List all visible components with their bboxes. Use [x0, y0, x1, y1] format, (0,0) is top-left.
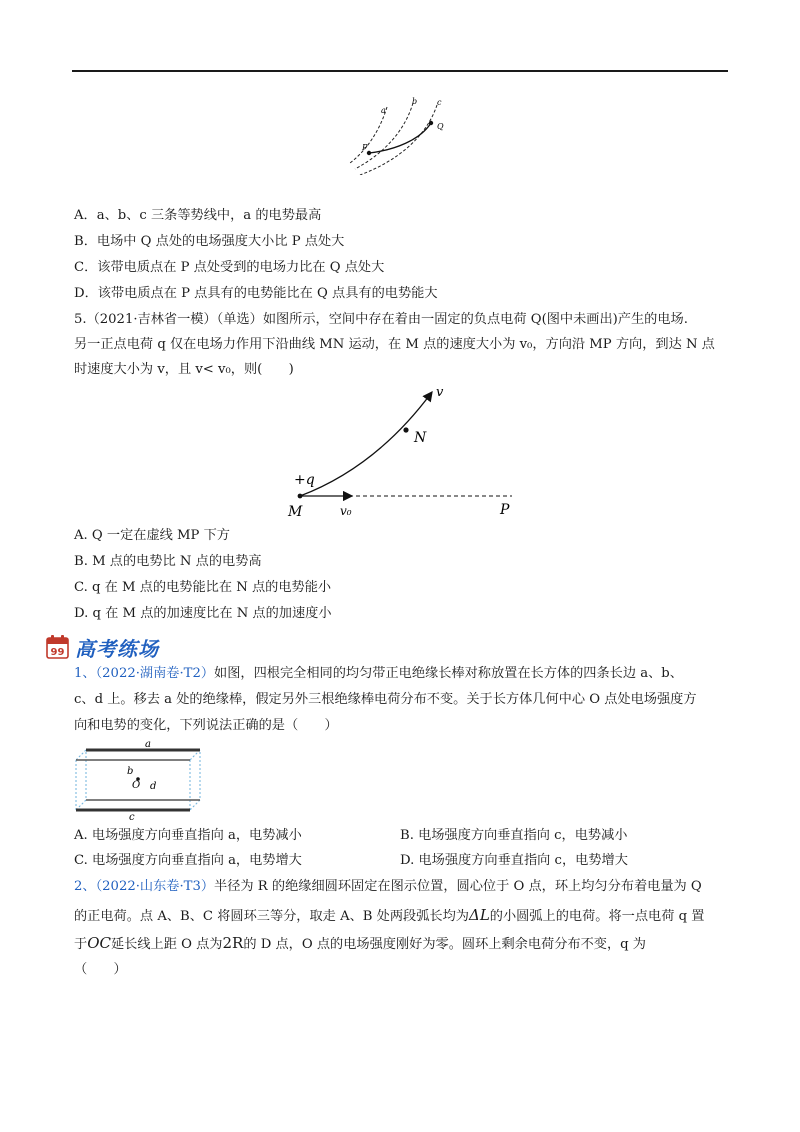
g1-line-3: 向和电势的变化，下列说法正确的是（ ） — [74, 718, 338, 733]
cuboid-label-c: c — [129, 812, 135, 820]
g2-2r: 2R — [222, 934, 244, 952]
q4-option-b: B．电场中 Q 点处的电场强度大小比 P 点处大 — [74, 234, 345, 249]
charge-trajectory-figure — [280, 382, 520, 522]
g1-option-d: D. 电场强度方向垂直指向 c，电势增大 — [400, 853, 628, 868]
fig1-label-q: Q — [437, 122, 444, 131]
q5-stem-1: 如图所示，空间中存在着由一固定的负点电荷 Q(图中未画出)产生的电场. — [262, 312, 688, 327]
fig1-label-c: c — [437, 98, 442, 107]
cuboid-label-d: d — [150, 781, 157, 792]
q4-option-c: C．该带电质点在 P 点处受到的电场力比在 Q 点处大 — [74, 260, 385, 275]
point-n-dot — [403, 427, 408, 432]
g2-stem-2b: 的小圆弧上的电荷。将一点电荷 q 置 — [489, 909, 705, 924]
g2-delta-l: ΔL — [468, 906, 490, 924]
fig2-label-v: v — [436, 385, 444, 400]
point-m-dot — [298, 494, 303, 499]
q5-source: （2021·吉林省一模）（单选） — [86, 312, 263, 327]
g1-line-1 — [74, 665, 683, 683]
g1-number: 1、 — [74, 666, 96, 681]
g2-stem-1: 半径为 R 的绝缘细圆环固定在图示位置，圆心位于 O 点，环上均匀分布着电量为 Q — [214, 879, 702, 894]
g2-line-3 — [74, 934, 646, 954]
fig1-label-p: P — [362, 143, 368, 152]
calendar-icon-number: 99 — [50, 647, 65, 658]
cuboid-figure — [72, 738, 212, 820]
q5-line-1 — [74, 311, 688, 329]
g2-line-4: （ ） — [74, 962, 127, 977]
q5-option-b: B. M 点的电势比 N 点的电势高 — [74, 554, 262, 569]
g2-stem-3b: 延长线上距 O 点为 — [110, 937, 223, 952]
section-title: 高考练场 — [75, 636, 159, 661]
fig2-label-p: P — [500, 502, 510, 518]
g2-number: 2、 — [74, 879, 96, 894]
g2-line-2 — [74, 906, 704, 926]
point-q-dot — [429, 121, 433, 125]
point-p-dot — [367, 151, 371, 155]
header-rule — [72, 70, 728, 72]
cuboid-label-a: a — [145, 739, 151, 750]
fig1-label-a: a — [381, 106, 386, 115]
g2-line-1 — [74, 878, 702, 896]
q4-option-d: D．该带电质点在 P 点具有的电势能比在 Q 点具有的电势能大 — [74, 286, 438, 301]
calendar-icon — [45, 634, 71, 660]
q5-number: 5. — [74, 312, 87, 327]
g2-stem-3c: 的 D 点，O 点的电场强度刚好为零。圆环上剩余电荷分布不变，q 为 — [243, 937, 646, 952]
q5-line-3: 时速度大小为 v，且 v< v₀，则( ) — [74, 362, 294, 377]
fig2-label-v0: v₀ — [340, 504, 352, 518]
cuboid-label-b: b — [127, 766, 134, 777]
g1-option-a: A. 电场强度方向垂直指向 a，电势减小 — [74, 828, 302, 843]
fig2-label-m: M — [288, 504, 303, 520]
q5-option-c: C. q 在 M 点的电势能比在 N 点的电势能小 — [74, 580, 332, 595]
q5-line-2: 另一正点电荷 q 仅在电场力作用下沿曲线 MN 运动，在 M 点的速度大小为 v₀，方向沿 MP 方向，到达 N 点 — [74, 337, 715, 352]
equipotential-figure — [345, 95, 455, 175]
g1-option-c: C. 电场强度方向垂直指向 a，电势增大 — [74, 853, 302, 868]
g1-source: （2022·湖南卷·T2） — [95, 666, 215, 681]
fig2-label-q: +q — [294, 472, 315, 488]
cuboid-label-o: O — [132, 780, 141, 791]
fig2-label-n: N — [414, 430, 427, 446]
g1-stem-1: 如图，四根完全相同的均匀带正电绝缘长棒对称放置在长方体的四条长边 a、b、 — [214, 666, 683, 681]
q5-option-d: D. q 在 M 点的加速度比在 N 点的加速度小 — [74, 606, 332, 621]
q5-option-a: A. Q 一定在虚线 MP 下方 — [74, 528, 230, 543]
g2-stem-3a: 于 — [74, 937, 88, 952]
fig1-label-b: b — [412, 97, 418, 106]
g1-option-b: B. 电场强度方向垂直指向 c，电势减小 — [400, 828, 628, 843]
g2-oc: OC — [87, 934, 111, 952]
section-heading — [45, 634, 159, 660]
g1-line-2: c、d 上。移去 a 处的绝缘棒，假定另外三根绝缘棒电荷分布不变。关于长方体几何中心 O 点处电场强度方 — [74, 692, 697, 707]
g2-stem-2a: 的正电荷。点 A、B、C 将圆环三等分，取走 A、B 处两段弧长均为 — [74, 909, 469, 924]
g2-source: （2022·山东卷·T3） — [95, 879, 215, 894]
q4-option-a: A．a、b、c 三条等势线中，a 的电势最高 — [74, 208, 322, 223]
